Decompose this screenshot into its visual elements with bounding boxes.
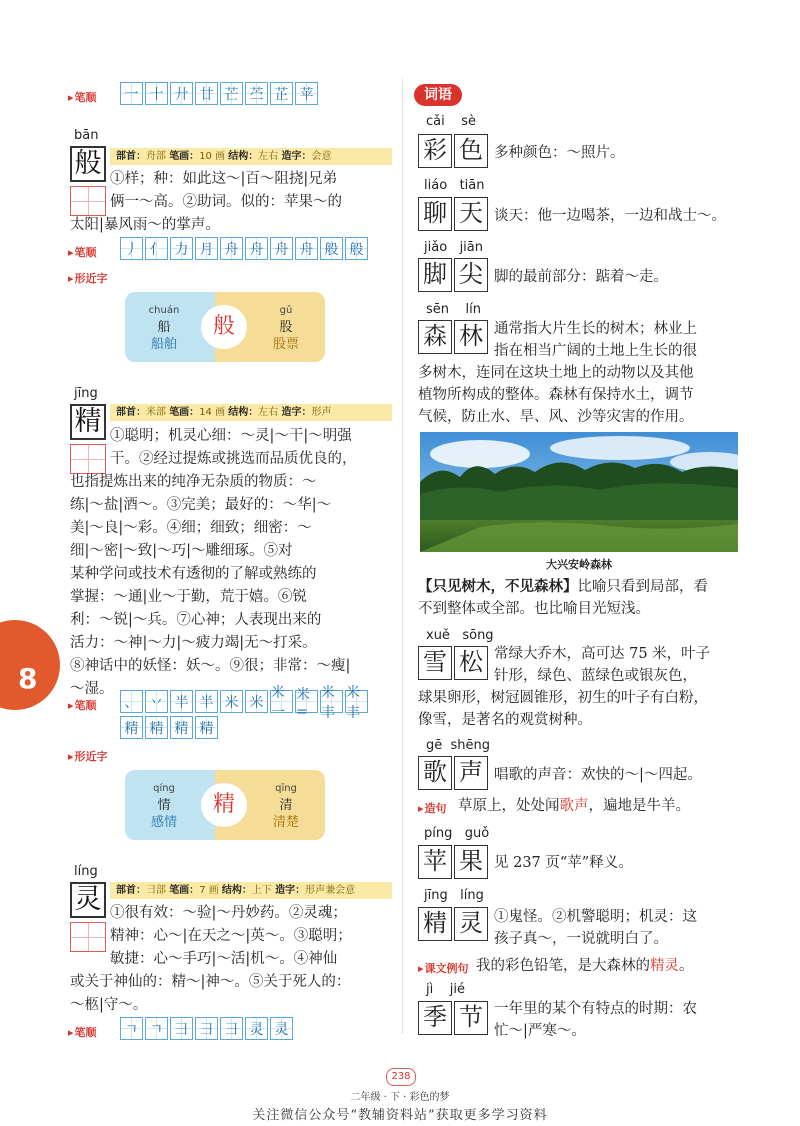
stroke-step: 般 [345, 237, 368, 260]
stroke-step: 精 [195, 716, 218, 739]
headword-char: 般 [70, 146, 106, 182]
stroke-order-row [120, 684, 370, 721]
stroke-step: 精 [170, 716, 193, 739]
stroke-order-row [120, 82, 320, 105]
chapter-number: 8 [18, 662, 38, 695]
stroke-step: 力 [170, 237, 193, 260]
stroke-step: 苎 [245, 82, 268, 105]
stroke-order-row [120, 1017, 295, 1040]
word-definition: 常绿大乔木，高可达 75 米，叶子 针形，绿色、蓝绿色或银灰色， 球果卵形，树冠圆锥形，初生的叶子有白粉， 像雪，是著名的观赏树种。 [418, 646, 711, 728]
example-label: ▸ 课文例句 [418, 960, 469, 976]
stroke-step: 米一 [270, 690, 293, 713]
page-number: 238 [386, 1068, 416, 1086]
word-pinyin: xuě sōng [426, 628, 494, 643]
stroke-step: ㄱ [120, 1017, 143, 1040]
writing-grid [70, 922, 106, 952]
stroke-step: 舟 [245, 237, 268, 260]
idiom-entry: 【只见树木，不见森林】比喻只看到局部，看 不到整体或全部。也比喻目光短浅。 [418, 578, 708, 617]
column-divider [402, 78, 403, 1033]
word-chars: 森 林 [418, 320, 490, 354]
example-sentence: 草原上，处处闻歌声，遍地是牛羊。 [458, 798, 690, 814]
writing-grid [70, 186, 106, 216]
stroke-step: 米丰 [320, 690, 343, 713]
similar-chars-label: ▸ 形近字 [68, 748, 108, 764]
info-bar: 部首：舟部 笔画：10 画 结构：左右 造字：会意 [110, 148, 392, 165]
stroke-step: 精 [145, 716, 168, 739]
writing-grid [70, 444, 106, 474]
word-definition: 见 237 页“苹”释义。 [494, 855, 633, 871]
stroke-step: 芒 [220, 82, 243, 105]
stroke-step: 廾 [170, 82, 193, 105]
word-pinyin: cǎi sè [426, 114, 477, 129]
word-pinyin: jiǎo jiān [424, 240, 483, 255]
stroke-step: 舟 [270, 237, 293, 260]
word-chars: 聊 天 [418, 197, 490, 231]
stroke-step: 半 [170, 690, 193, 713]
stroke-order-label: ▸ 笔顺 [68, 244, 97, 260]
stroke-step: 廿 [195, 82, 218, 105]
stroke-order-row [120, 716, 220, 739]
pinyin: bān [74, 128, 99, 143]
forest-image [420, 432, 738, 552]
stroke-step: 亻 [145, 237, 168, 260]
stroke-step: 米 [220, 690, 243, 713]
word-definition: 一年里的某个有特点的时期：农 忙～|严寒～。 [494, 1001, 697, 1039]
info-bar: 部首：彐部 笔画：7 画 结构：上下 造字：形声兼会意 [110, 882, 392, 899]
forest-photo [420, 432, 738, 552]
stroke-step: 一 [120, 82, 143, 105]
word-pinyin: sēn lín [426, 302, 482, 317]
word-chars: 歌 声 [418, 756, 490, 790]
word-chars: 雪 松 [418, 646, 490, 680]
word-chars: 彩 色 [418, 134, 490, 168]
similar-center-char: 精 [201, 783, 247, 827]
stroke-order-label: ▸ 笔顺 [68, 1024, 97, 1040]
stroke-step: 、 [120, 690, 143, 713]
word-definition: ①鬼怪。②机警聪明；机灵：这 孩子真～，一说就明白了。 [494, 909, 697, 947]
word-chars: 苹 果 [418, 845, 490, 879]
stroke-step: 舟 [295, 237, 318, 260]
stroke-step: 灵 [270, 1017, 293, 1040]
definition: ①样；种：如此这～|百～阻挠|兄弟 俩一～高。②助词。似的：苹果～的 太阳|暴风雨～的掌声。 [70, 171, 342, 233]
stroke-step: 般 [320, 237, 343, 260]
stroke-order-row [120, 237, 370, 260]
example-sentence: 我的彩色铅笔，是大森林的精灵。 [476, 958, 694, 974]
word-definition: 脚的最前部分：踮着～走。 [494, 269, 668, 285]
word-definition: 多种颜色：～照片。 [494, 145, 625, 161]
similar-chars-label: ▸ 形近字 [68, 270, 108, 286]
stroke-step: 丷 [145, 690, 168, 713]
word-pinyin: jì jié [426, 982, 465, 997]
section-header: 词语 [414, 84, 462, 106]
word-chars: 季 节 [418, 1001, 490, 1035]
stroke-step: 丿 [120, 237, 143, 260]
stroke-step: 彐 [195, 1017, 218, 1040]
stroke-order-label: ▸ 笔顺 [68, 697, 97, 713]
stroke-step: 米= [295, 690, 318, 713]
stroke-step: 月 [195, 237, 218, 260]
similar-chars-card: chuán 船 船舶 gǔ 股 股票 般 [125, 292, 325, 362]
word-pinyin: jīng líng [424, 888, 484, 903]
word-chars: 脚 尖 [418, 258, 490, 292]
stroke-step: 彐 [220, 1017, 243, 1040]
footer-notice: 关注微信公众号“教辅资料站”获取更多学习资料 [252, 1108, 548, 1123]
stroke-step: 米 [245, 690, 268, 713]
stroke-step: 彐 [170, 1017, 193, 1040]
pinyin: jīng [74, 386, 98, 401]
footer-course: 二年级 · 下 · 彩色的梦 [350, 1092, 450, 1103]
word-pinyin: gē shēng [426, 738, 491, 753]
headword-char: 精 [70, 404, 106, 440]
stroke-order-label: ▸ 笔顺 [68, 89, 97, 105]
photo-caption: 大兴安岭森林 [546, 558, 612, 571]
stroke-step: 精 [120, 716, 143, 739]
word-definition: 唱歌的声音：欢快的～|～四起。 [494, 767, 702, 783]
stroke-step: 米丰 [345, 690, 368, 713]
word-chars: 精 灵 [418, 907, 490, 941]
word-definition: 通常指大片生长的树木；林业上 指在相当广阔的土地上生长的很 多树木，连同在这块土地上的动物以及其他 植物所构成的整体。森林有保持水土，调节 气候，防止水、旱、风、沙等灾害的作用。 [418, 321, 697, 425]
definition: ①很有效：～验|～丹妙药。②灵魂； 精神：心～|在天之～|英～。③聪明； 敏捷：心～手巧|～活|机～。④神仙 或关于神仙的：精～|神～。⑤关于死人的： ～柩|守～。 [70, 905, 352, 1013]
stroke-step: 半 [195, 690, 218, 713]
pinyin: líng [74, 864, 98, 879]
stroke-step: ㄱ [145, 1017, 168, 1040]
stroke-step: 舟 [220, 237, 243, 260]
stroke-step: 苹 [295, 82, 318, 105]
word-pinyin: píng guǒ [424, 826, 490, 841]
stroke-step: 十 [145, 82, 168, 105]
info-bar: 部首：米部 笔画：14 画 结构：左右 造字：形声 [110, 404, 392, 421]
headword-char: 灵 [70, 882, 106, 918]
similar-chars-card: qíng 情 感情 qīng 清 清楚 精 [125, 770, 325, 840]
example-label: ▸ 造句 [418, 800, 447, 816]
word-pinyin: liáo tiān [424, 178, 485, 193]
word-definition: 谈天：他一边喝茶，一边和战士～。 [494, 208, 726, 224]
similar-center-char: 般 [201, 305, 247, 349]
stroke-step: 灵 [245, 1017, 268, 1040]
definition: ①聪明；机灵心细：～灵|～干|～明强 干。②经过提炼或挑选而品质优良的， 也指提炼出来的纯净无杂质的物质：～ 练|～盐|酒～。③完美；最好的：～华|～ 美|～良|～彩。④细；细致；细密：～ 细|～密|～致|～巧|～雕细琢。⑤对 某种学问或技术有透彻的了解或熟练的 掌握：～通|业～于勤，荒于嬉。⑥锐 利：～锐|～兵。⑦心神；人表现出来的 活力：～神|～力|～疲力竭|无～打采。 ⑧神话中的妖怪：妖～。⑨很；非常：～瘦| ～湿。 [70, 428, 357, 697]
stroke-step: 芷 [270, 82, 293, 105]
